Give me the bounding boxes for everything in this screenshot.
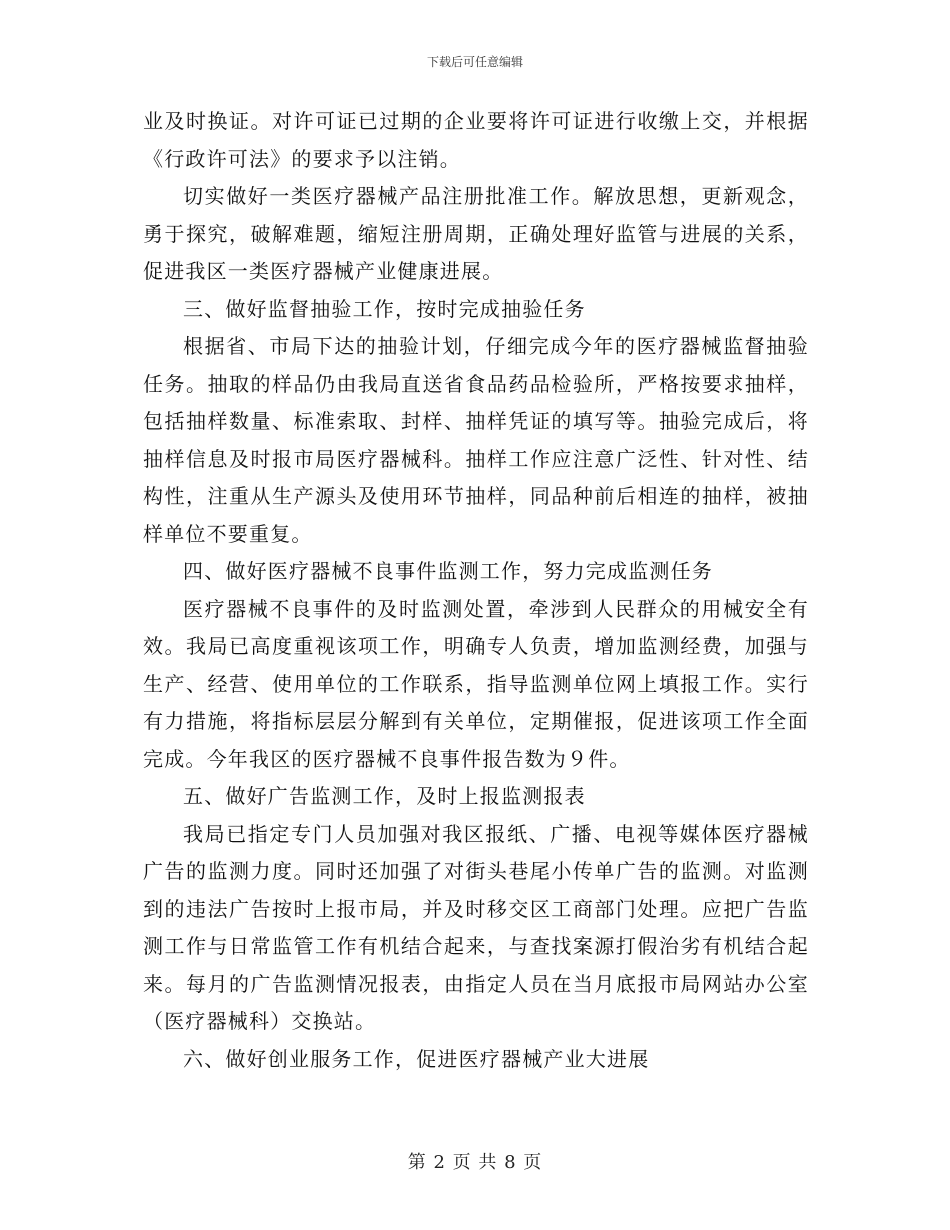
document-body [143, 103, 809, 1078]
paragraph: 我局已指定专门人员加强对我区报纸、广播、电视等媒体医疗器械广告的监测力度。同时还加强了对街头巷尾小传单广告的监测。对监测到的违法广告按时上报市局，并及时移交区工商部门处理。应把广告监测工作与日常监管工作有机结合起来，与查找案源打假治劣有机结合起来。每月的广告监测情况报表，由指定人员在当月底报市局网站办公室（医疗器械科）交换站。 [143, 821, 809, 1033]
paragraph: 根据省、市局下达的抽验计划，仔细完成今年的医疗器械监督抽验任务。抽取的样品仍由我局直送省食品药品检验所，严格按要求抽样，包括抽样数量、标准索取、封样、抽样凭证的填写等。抽验完成后，将抽样信息及时报市局医疗器械科。抽样工作应注意广泛性、针对性、结构性，注重从生产源头及使用环节抽样，同品种前后相连的抽样，被抽样单位不要重复。 [143, 334, 809, 546]
paragraph: 医疗器械不良事件的及时监测处置，牵涉到人民群众的用械安全有效。我局已高度重视该项工作，明确专人负责，增加监测经费，加强与生产、经营、使用单位的工作联系，指导监测单位网上填报工作。实行有力措施，将指标层层分解到有关单位，定期催报，促进该项工作全面完成。今年我区的医疗器械不良事件报告数为９件。 [143, 596, 809, 771]
section-heading: 三、做好监督抽验工作，按时完成抽验任务 [183, 296, 586, 321]
section-heading: 四、做好医疗器械不良事件监测工作，努力完成监测任务 [183, 559, 713, 583]
paragraph: 切实做好一类医疗器械产品注册批准工作。解放思想，更新观念，勇于探究，破解难题，缩短注册周期，正确处理好监管与进展的关系，促进我区一类医疗器械产业健康进展。 [143, 184, 809, 283]
paragraph: 业及时换证。对许可证已过期的企业要将许可证进行收缴上交，并根据《行政许可法》的要求予以注销。 [143, 109, 809, 171]
section-heading: 六、做好创业服务工作，促进医疗器械产业大进展 [183, 1046, 650, 1071]
header-note: 下载后可任意编辑 [426, 55, 523, 69]
section-heading: 五、做好广告监测工作，及时上报监测报表 [183, 784, 586, 808]
page-number-footer: 第 2 页 共 8 页 [407, 1152, 543, 1173]
